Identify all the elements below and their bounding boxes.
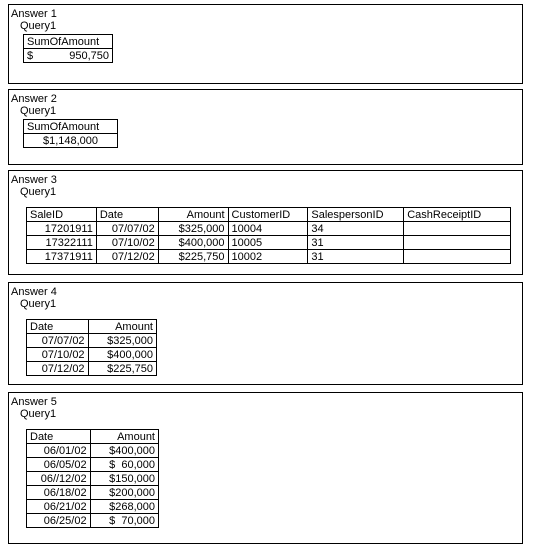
answer-4-cell: 07/07/02 <box>27 334 89 348</box>
answer-1-panel <box>8 4 523 84</box>
answer-2-value: $1,148,000 <box>24 134 118 148</box>
table-row <box>27 362 157 376</box>
answer-3-cell: 10002 <box>228 250 308 264</box>
table-row <box>27 500 159 514</box>
answer-4-cell: 07/12/02 <box>27 362 89 376</box>
answer-5-cell: $150,000 <box>90 472 158 486</box>
answer-3-col-cashreceiptid: CashReceiptID <box>404 208 511 222</box>
answer-2-title: Answer 2 <box>11 93 57 105</box>
answer-3-header-row <box>27 208 511 222</box>
answer-1-query-title: Query1 <box>20 20 57 32</box>
answer-4-header-row <box>27 320 157 334</box>
answer-5-cell: 06/18/02 <box>27 486 91 500</box>
answer-1-dollar-sign: $ <box>27 49 34 62</box>
answer-3-cell: 17371911 <box>27 250 97 264</box>
answer-4-query-title: Query1 <box>20 298 57 310</box>
answer-3-cell: 07/10/02 <box>96 236 158 250</box>
answer-4-panel <box>8 282 523 385</box>
answer-4-cell: $225,750 <box>88 362 156 376</box>
table-row <box>27 250 511 264</box>
answer-5-cell: 06/01/02 <box>27 444 91 458</box>
answer-3-panel <box>8 170 523 275</box>
answer-5-table <box>26 429 159 528</box>
answer-3-cell: $325,000 <box>158 222 228 236</box>
answer-3-title: Answer 3 <box>11 174 57 186</box>
answer-5-query-title: Query1 <box>20 408 57 420</box>
answer-5-cell: $200,000 <box>90 486 158 500</box>
answer-5-cell: $400,000 <box>90 444 158 458</box>
answer-3-cell <box>404 250 511 264</box>
answer-5-cell: $268,000 <box>90 500 158 514</box>
table-row <box>27 486 159 500</box>
answer-3-cell: 17201911 <box>27 222 97 236</box>
answer-4-table <box>26 319 157 376</box>
answer-3-cell: 07/07/02 <box>96 222 158 236</box>
answer-5-cell: 06/25/02 <box>27 514 91 528</box>
answer-3-col-amount: Amount <box>158 208 228 222</box>
answer-5-col-date: Date <box>27 430 91 444</box>
table-row <box>27 222 511 236</box>
answer-3-cell: $400,000 <box>158 236 228 250</box>
table-row <box>27 444 159 458</box>
answer-3-cell: 34 <box>308 222 404 236</box>
answer-3-cell: 31 <box>308 250 404 264</box>
answer-2-query-title: Query1 <box>20 105 57 117</box>
answer-3-cell: 17322111 <box>27 236 97 250</box>
answer-5-col-amount: Amount <box>90 430 158 444</box>
answer-3-cell: $225,750 <box>158 250 228 264</box>
table-row <box>27 236 511 250</box>
answer-5-panel <box>8 392 523 544</box>
table-row <box>27 458 159 472</box>
answer-5-cell: $ 70,000 <box>90 514 158 528</box>
answer-3-col-date: Date <box>96 208 158 222</box>
answer-1-value-cell <box>24 49 113 63</box>
answer-3-cell <box>404 222 511 236</box>
table-row <box>27 472 159 486</box>
answer-3-col-customerid: CustomerID <box>228 208 308 222</box>
answer-3-query-title: Query1 <box>20 186 57 198</box>
answer-1-title: Answer 1 <box>11 8 57 20</box>
answer-4-col-amount: Amount <box>88 320 156 334</box>
answer-3-cell: 31 <box>308 236 404 250</box>
table-row <box>27 348 157 362</box>
answer-3-cell: 10005 <box>228 236 308 250</box>
answer-2-header: SumOfAmount <box>24 120 118 134</box>
answer-5-cell: $ 60,000 <box>90 458 158 472</box>
answer-3-col-salespersonid: SalespersonID <box>308 208 404 222</box>
answer-3-cell: 10004 <box>228 222 308 236</box>
answer-4-col-date: Date <box>27 320 89 334</box>
table-row <box>27 334 157 348</box>
answer-2-table <box>23 119 118 148</box>
answer-4-cell: $325,000 <box>88 334 156 348</box>
table-row <box>27 514 159 528</box>
answer-3-cell: 07/12/02 <box>96 250 158 264</box>
answer-4-cell: $400,000 <box>88 348 156 362</box>
answer-3-table <box>26 207 511 264</box>
answer-1-value: 950,750 <box>69 49 109 62</box>
answer-5-cell: 06/05/02 <box>27 458 91 472</box>
answer-4-title: Answer 4 <box>11 286 57 298</box>
answer-4-cell: 07/10/02 <box>27 348 89 362</box>
answer-5-cell: 06/21/02 <box>27 500 91 514</box>
answer-5-cell: 06//12/02 <box>27 472 91 486</box>
answer-2-panel <box>8 89 523 165</box>
answer-5-header-row <box>27 430 159 444</box>
answer-1-header: SumOfAmount <box>24 35 113 49</box>
answer-3-cell <box>404 236 511 250</box>
answer-5-title: Answer 5 <box>11 396 57 408</box>
answer-3-col-saleid: SaleID <box>27 208 97 222</box>
answer-1-table <box>23 34 113 63</box>
